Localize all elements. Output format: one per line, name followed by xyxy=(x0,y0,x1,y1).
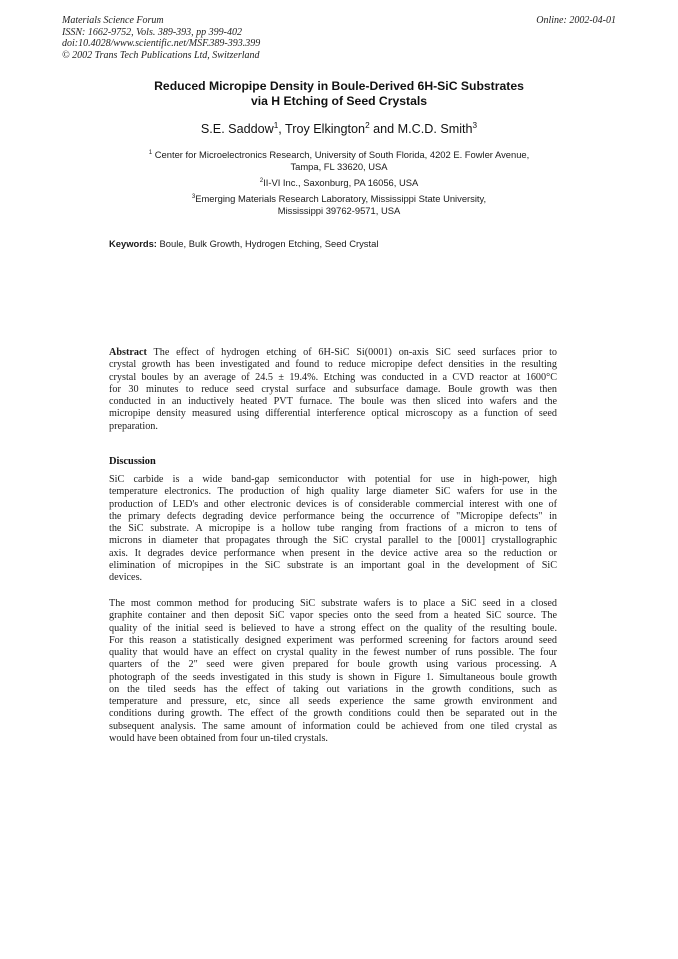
keywords-text: Boule, Bulk Growth, Hydrogen Etching, Seed Crystal xyxy=(156,238,379,249)
affiliation-2-mark: 2 xyxy=(259,176,264,184)
affiliation-2 xyxy=(90,177,588,189)
online-date: Online: 2002-04-01 xyxy=(536,15,616,26)
affiliation-3-line-1: Emerging Materials Research Laboratory, Mississippi State University, xyxy=(195,193,487,204)
affiliation-2-line-1: II-VI Inc., Saxonburg, PA 16056, USA xyxy=(263,177,419,188)
paper-title xyxy=(100,79,578,109)
affiliation-1 xyxy=(90,149,588,173)
paragraph-line: quality that would have an effect on crystal quality in the fewest number of runs possible. The four xyxy=(109,647,557,658)
author-3: and M.C.D. Smith xyxy=(369,122,473,136)
affiliation-1-mark: 1 xyxy=(148,148,153,156)
affiliation-3 xyxy=(90,193,588,217)
keywords-label: Keywords: xyxy=(109,238,157,249)
author-3-affil-mark: 3 xyxy=(472,120,478,130)
paragraph-line: would have been obtained from four un-tiled crystals. xyxy=(109,732,328,744)
affiliation-3-line-2: Mississippi 39762-9571, USA xyxy=(277,205,401,216)
copyright-line: © 2002 Trans Tech Publications Ltd, Switzerland xyxy=(62,49,260,61)
doi-line: doi:10.4028/www.scientific.net/MSF.389-393.399 xyxy=(62,38,261,49)
abstract-line: crystal boules by an average of 24.5 ± 19.4%. Etching was conducted in a CVD reactor at 1600°C xyxy=(109,371,557,383)
paragraph-line: photograph of the seeds investigated in this study is shown in Figure 1. Simultaneous boule growth xyxy=(109,671,557,683)
paragraph-line: on the tiled seeds has the effect of taking out variations in the growth conditions, such as xyxy=(109,683,557,695)
author-2-affil-mark: 2 xyxy=(365,120,370,130)
paragraph-line: quality of the initial seed is believed to have a strong effect on the quality of the resulting boule. xyxy=(109,622,557,634)
title-line-2: via H Etching of Seed Crystals xyxy=(250,94,428,108)
paragraph-line: graphite container and then deposit SiC vapor species onto the seed from a heated SiC source. The xyxy=(109,610,557,622)
abstract-line xyxy=(109,347,557,359)
paragraph-line: the primary defects degrading device performance being the occurrence of "Micropipe defects" in xyxy=(109,510,557,522)
abstract xyxy=(109,347,557,433)
paragraph-line: For this reason a statistically designed experiment was performed screening for factors around seed xyxy=(109,634,557,646)
discussion-heading: Discussion xyxy=(109,456,156,467)
paragraph-line: SiC carbide is a wide band-gap semiconductor with potential for use in high-power, high xyxy=(109,474,557,485)
title-line-1: Reduced Micropipe Density in Boule-Derived 6H-SiC Substrates xyxy=(154,79,524,93)
paragraph-line: temperature and pressure, etc, since all seeds experience the same growth environment and xyxy=(109,696,557,707)
author-1-affil-mark: 1 xyxy=(273,120,279,130)
paragraph-line: the SiC substrate. A micropipe is a hollow tube ranging from fractions of a micron to tens of xyxy=(109,523,557,534)
abstract-line: preparation. xyxy=(109,420,158,432)
author-2: , Troy Elkington xyxy=(278,122,366,136)
author-list xyxy=(100,122,578,136)
journal-name: Materials Science Forum xyxy=(62,15,164,26)
affiliation-3-mark: 3 xyxy=(191,192,196,200)
abstract-label: Abstract xyxy=(109,347,147,358)
paragraph-line: microns in diameter that propagates through the SiC crystal parallel to the [0001] crystallographic xyxy=(109,535,557,547)
paragraph-line: subsequent analysis. The same amount of information could be achieved from one tiled crystal as xyxy=(109,720,557,732)
paragraph-line: The most common method for producing SiC substrate wafers is to place a SiC seed in a closed xyxy=(109,598,557,609)
affiliation-1-line-2: Tampa, FL 33620, USA xyxy=(290,161,388,172)
issn-line: ISSN: 1662-9752, Vols. 389-393, pp 399-402 xyxy=(62,26,242,38)
paragraph-line: axis. It degrades device performance when present in the device active area so the reduction or xyxy=(109,547,557,559)
abstract-line: conducted in an inductively heated PVT furnace. The boule was then sliced into wafers and the xyxy=(109,396,557,407)
paragraph-line: quarters of the 2" seed were given prepared for boule growth using various processing. A xyxy=(109,659,557,671)
abstract-line: for 30 minutes to reduce seed crystal surface and subsurface damage. Boule growth was then xyxy=(109,383,557,395)
abstract-line: crystal growth has been investigated and found to reduce micropipe defect densities in the resulting xyxy=(109,359,557,371)
author-1: S.E. Saddow xyxy=(200,122,274,136)
paragraph-line: temperature electronics. The production of high quality large diameter SiC wafers for use in the xyxy=(109,486,557,498)
abstract-line-text: The effect of hydrogen etching of 6H-SiC Si(0001) on-axis SiC seed surfaces prior to xyxy=(146,347,557,358)
keywords xyxy=(109,238,378,249)
affiliation-1-line-1: Center for Microelectronics Research, University of South Florida, 4202 E. Fowler Avenue, xyxy=(152,149,530,160)
discussion-paragraph-2 xyxy=(109,598,557,745)
paragraph-line: devices. xyxy=(109,572,143,583)
abstract-line: micropipe density measured using differential interference optical microscopy as a function of seed xyxy=(109,408,557,420)
paragraph-line: elimination of micropipes in the SiC substrate is an important goal in the development of SiC xyxy=(109,559,557,571)
paragraph-line: conditions during growth. The effect of the growth conditions could then be separated out in the xyxy=(109,708,557,720)
journal-header xyxy=(62,15,260,61)
paragraph-line: production of LED's and other electronic devices is of considerable commercial interest with one of xyxy=(109,498,557,510)
discussion-paragraph-1 xyxy=(109,474,557,584)
